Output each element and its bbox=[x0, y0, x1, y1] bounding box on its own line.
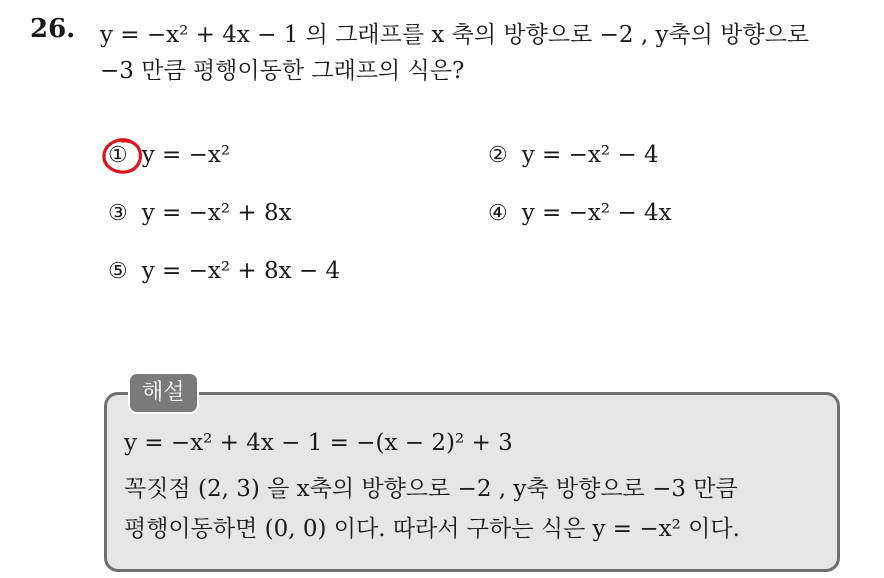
choice-4[interactable] bbox=[488, 200, 672, 226]
question-text-line-1: y = −x² + 4x − 1 의 그래프를 x 축의 방향으로 −2 , y축의 방향으로 bbox=[100, 22, 810, 48]
choice-expression: y = −x² + 8x − 4 bbox=[141, 258, 341, 284]
choice-number: ④ bbox=[488, 200, 508, 226]
choice-expression: y = −x² − 4x bbox=[521, 200, 672, 226]
choice-number: ② bbox=[488, 142, 508, 168]
solution-line-2: 꼭짓점 (2, 3) 을 x축의 방향으로 −2 , y축 방향으로 −3 만큼 bbox=[124, 476, 738, 502]
solution-label: 해설 bbox=[128, 372, 199, 414]
solution-line-3: 평행이동하면 (0, 0) 이다. 따라서 구하는 식은 y = −x² 이다. bbox=[124, 516, 740, 542]
choice-expression: y = −x² bbox=[141, 142, 231, 168]
choice-number: ⑤ bbox=[108, 258, 128, 284]
choice-3[interactable] bbox=[108, 200, 292, 226]
choice-5[interactable] bbox=[108, 258, 340, 284]
choice-expression: y = −x² − 4 bbox=[521, 142, 659, 168]
choice-number: ③ bbox=[108, 200, 128, 226]
choice-2[interactable] bbox=[488, 142, 659, 168]
choice-expression: y = −x² + 8x bbox=[141, 200, 292, 226]
choice-1[interactable] bbox=[108, 142, 230, 168]
choice-number: ① bbox=[108, 142, 128, 168]
question-number: 26. bbox=[30, 14, 76, 44]
solution-line-1: y = −x² + 4x − 1 = −(x − 2)² + 3 bbox=[124, 430, 513, 456]
question-text-line-2: −3 만큼 평행이동한 그래프의 식은? bbox=[100, 58, 465, 84]
